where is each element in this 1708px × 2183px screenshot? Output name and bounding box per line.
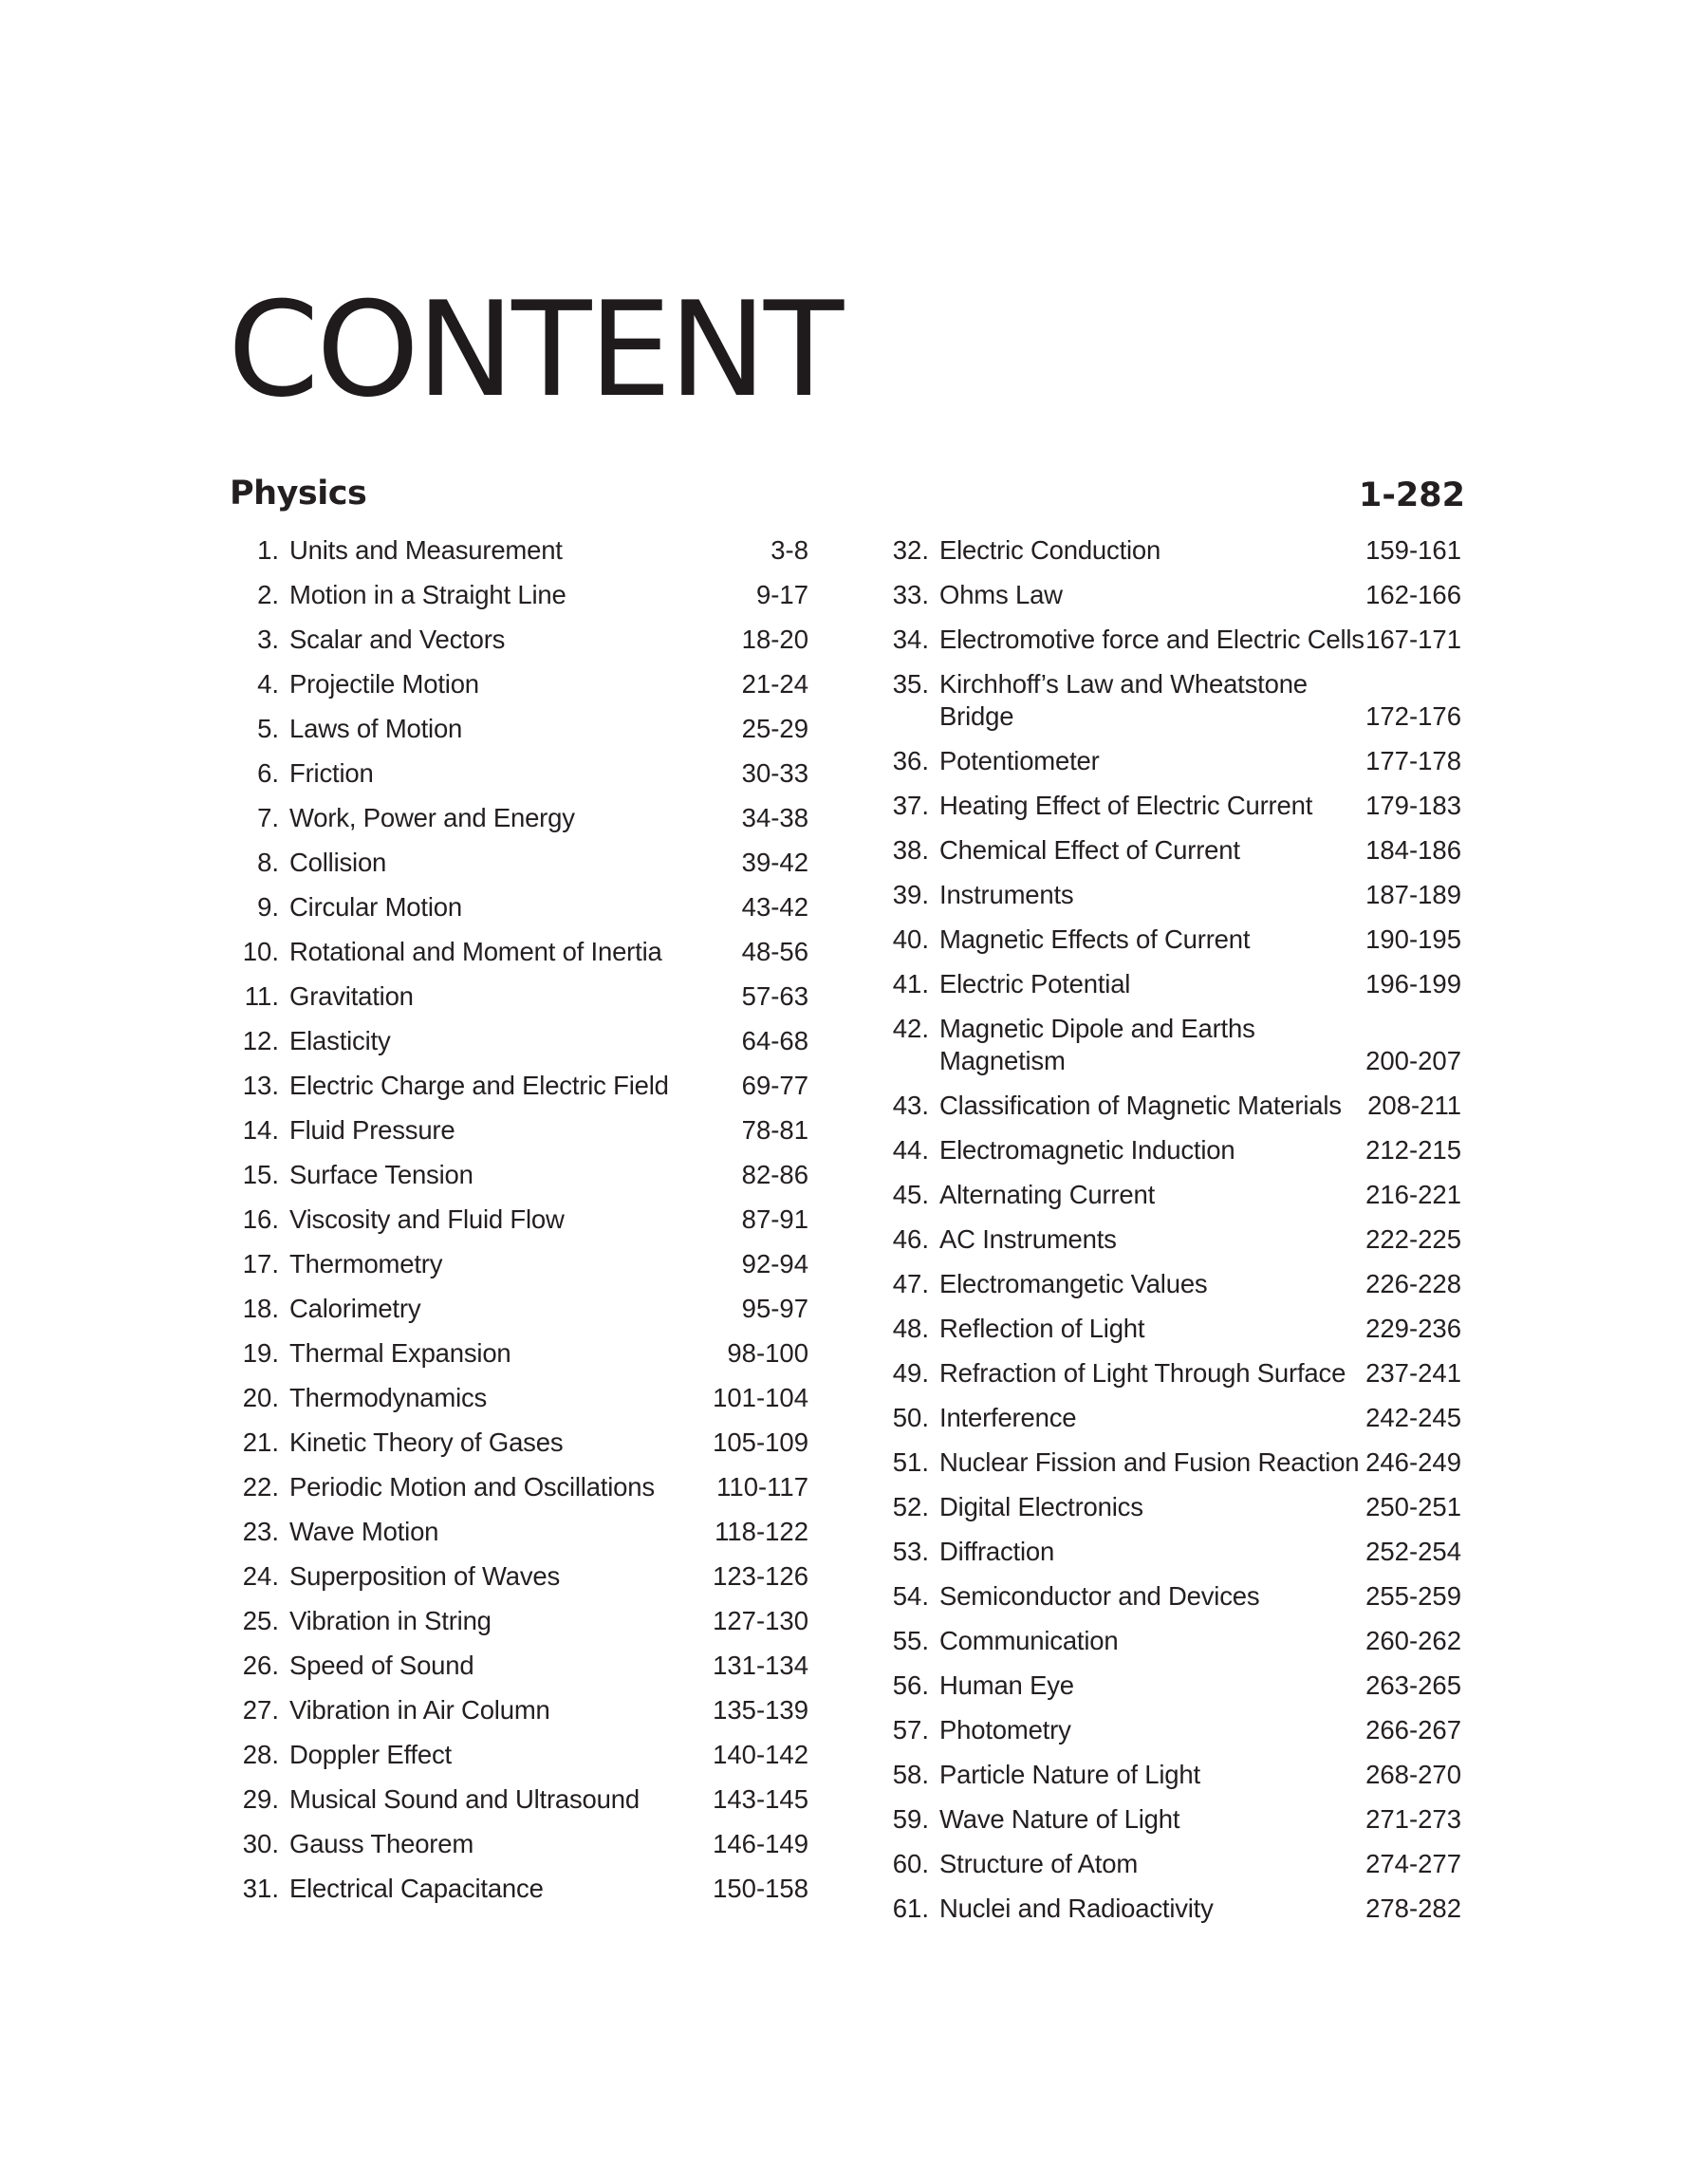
entry-pages: 187-189 — [1365, 880, 1461, 909]
entry-pages: 226-228 — [1365, 1269, 1461, 1298]
entry-number: 10. — [242, 937, 279, 966]
entry-number: 8. — [257, 848, 279, 877]
entry-pages: 278-282 — [1365, 1894, 1461, 1923]
toc-entry — [881, 879, 1461, 911]
toc-entry — [881, 1491, 1461, 1523]
toc-entry — [881, 1134, 1461, 1166]
entry-pages: 229-236 — [1365, 1314, 1461, 1343]
entry-pages: 266-267 — [1365, 1715, 1461, 1745]
entry-number: 45. — [892, 1180, 929, 1209]
entry-title: Heating Effect of Electric Current — [939, 791, 1313, 820]
toc-entry — [881, 1580, 1461, 1613]
entry-pages: 131-134 — [713, 1651, 808, 1680]
entry-pages: 190-195 — [1365, 924, 1461, 954]
toc-entry — [228, 980, 808, 1013]
entry-number: 14. — [242, 1115, 279, 1145]
toc-entry — [228, 1783, 808, 1816]
toc-entry — [228, 1471, 808, 1503]
entry-title: Superposition of Waves — [289, 1561, 561, 1591]
toc-entry — [228, 802, 808, 834]
toc-entry — [228, 1159, 808, 1191]
toc-entry — [228, 1382, 808, 1414]
entry-title: Motion in a Straight Line — [289, 580, 566, 609]
toc-column-right — [881, 534, 1461, 1937]
entry-pages: 69-77 — [741, 1071, 808, 1100]
entry-title: Particle Nature of Light — [939, 1760, 1200, 1789]
toc-entry — [881, 1179, 1461, 1211]
toc-entry — [881, 1670, 1461, 1702]
entry-title: Periodic Motion and Oscillations — [289, 1472, 655, 1502]
entry-number: 43. — [892, 1091, 929, 1120]
entry-number: 13. — [242, 1071, 279, 1100]
entry-pages: 3-8 — [770, 535, 808, 565]
entry-number: 54. — [892, 1581, 929, 1611]
entry-title: Nuclear Fission and Fusion Reaction — [939, 1447, 1360, 1477]
entry-title: Calorimetry — [289, 1294, 421, 1323]
entry-title: Thermodynamics — [289, 1383, 488, 1412]
toc-entry — [881, 1536, 1461, 1568]
entry-title: Projectile Motion — [289, 669, 479, 699]
toc-entry — [881, 968, 1461, 1000]
entry-pages: 101-104 — [713, 1383, 808, 1412]
section-page-range: 1-282 — [1359, 476, 1465, 514]
entry-title: Photometry — [939, 1715, 1071, 1745]
entry-pages: 21-24 — [741, 669, 808, 699]
entry-title: AC Instruments — [939, 1224, 1117, 1254]
entry-title: Work, Power and Energy — [289, 803, 575, 832]
toc-entry — [228, 1293, 808, 1325]
entry-title: Electric Conduction — [939, 535, 1161, 565]
entry-number: 36. — [892, 746, 929, 775]
entry-title: Laws of Motion — [289, 714, 463, 743]
entry-number: 2. — [257, 580, 279, 609]
entry-number: 1. — [257, 535, 279, 565]
entry-pages: 48-56 — [741, 937, 808, 966]
toc-entry — [228, 1025, 808, 1057]
entry-number: 55. — [892, 1626, 929, 1655]
toc-entry — [881, 834, 1461, 867]
toc-entry — [881, 1090, 1461, 1122]
entry-title: Wave Nature of Light — [939, 1804, 1180, 1834]
entry-number: 51. — [892, 1447, 929, 1477]
entry-pages: 271-273 — [1365, 1804, 1461, 1834]
entry-title: Refraction of Light Through Surface — [939, 1358, 1346, 1388]
entry-title: Musical Sound and Ultrasound — [289, 1784, 640, 1814]
toc-entry — [228, 713, 808, 745]
toc-entry — [881, 1268, 1461, 1300]
entry-number: 32. — [892, 535, 929, 565]
entry-title: Vibration in String — [289, 1606, 492, 1635]
toc-entry — [228, 891, 808, 924]
entry-number: 21. — [242, 1427, 279, 1457]
entry-pages: 146-149 — [713, 1829, 808, 1858]
toc-entry — [228, 1203, 808, 1236]
entry-pages: 260-262 — [1365, 1626, 1461, 1655]
entry-pages: 274-277 — [1365, 1849, 1461, 1878]
toc-entry — [228, 1070, 808, 1102]
entry-pages: 150-158 — [713, 1874, 808, 1903]
entry-number: 50. — [892, 1403, 929, 1432]
entry-title: Ohms Law — [939, 580, 1063, 609]
entry-number: 56. — [892, 1670, 929, 1700]
entry-pages: 255-259 — [1365, 1581, 1461, 1611]
toc-entry — [228, 668, 808, 700]
toc-entry — [881, 624, 1461, 656]
toc-entry — [228, 624, 808, 656]
entry-number: 23. — [242, 1517, 279, 1546]
entry-title: Viscosity and Fluid Flow — [289, 1204, 565, 1234]
toc-entry — [228, 1248, 808, 1280]
entry-number: 18. — [242, 1294, 279, 1323]
toc-entry — [228, 1516, 808, 1548]
entry-number: 31. — [242, 1874, 279, 1903]
entry-pages: 268-270 — [1365, 1760, 1461, 1789]
entry-number: 24. — [242, 1561, 279, 1591]
entry-title: Kirchhoff’s Law and Wheatstone Bridge — [939, 669, 1308, 731]
entry-title: Doppler Effect — [289, 1740, 452, 1769]
entry-pages: 118-122 — [715, 1517, 808, 1546]
entry-number: 6. — [257, 758, 279, 788]
toc-entry — [228, 1828, 808, 1860]
entry-number: 39. — [892, 880, 929, 909]
entry-pages: 105-109 — [713, 1427, 808, 1457]
entry-pages: 123-126 — [713, 1561, 808, 1591]
toc-entry — [228, 1873, 808, 1905]
entry-title: Alternating Current — [939, 1180, 1156, 1209]
entry-pages: 140-142 — [713, 1740, 808, 1769]
toc-entry — [881, 1625, 1461, 1657]
toc-entry — [881, 790, 1461, 822]
toc-entry — [881, 1803, 1461, 1836]
toc-entry — [228, 757, 808, 790]
entry-number: 61. — [892, 1894, 929, 1923]
toc-entry — [881, 1893, 1461, 1925]
entry-title: Classification of Magnetic Materials — [939, 1091, 1342, 1120]
entry-number: 15. — [242, 1160, 279, 1189]
toc-entry — [881, 1848, 1461, 1880]
entry-title: Electric Potential — [939, 969, 1131, 998]
entry-pages: 252-254 — [1365, 1537, 1461, 1566]
entry-number: 30. — [242, 1829, 279, 1858]
toc-entry — [228, 847, 808, 879]
entry-title: Electrical Capacitance — [289, 1874, 544, 1903]
entry-pages: 110-117 — [716, 1472, 808, 1502]
entry-pages: 216-221 — [1365, 1180, 1461, 1209]
entry-pages: 246-249 — [1365, 1447, 1461, 1477]
entry-title: Gravitation — [289, 981, 414, 1011]
entry-number: 25. — [242, 1606, 279, 1635]
entry-number: 16. — [242, 1204, 279, 1234]
entry-number: 60. — [892, 1849, 929, 1878]
entry-pages: 34-38 — [741, 803, 808, 832]
entry-title: Electric Charge and Electric Field — [289, 1071, 669, 1100]
entry-number: 52. — [892, 1492, 929, 1521]
entry-number: 34. — [892, 625, 929, 654]
entry-title: Thermometry — [289, 1249, 443, 1278]
toc-column-left — [228, 534, 808, 1917]
entry-number: 58. — [892, 1760, 929, 1789]
entry-title: Electromangetic Values — [939, 1269, 1208, 1298]
entry-title: Potentiometer — [939, 746, 1100, 775]
entry-number: 4. — [257, 669, 279, 699]
entry-number: 26. — [242, 1651, 279, 1680]
entry-title: Reflection of Light — [939, 1314, 1145, 1343]
entry-title: Magnetic Effects of Current — [939, 924, 1251, 954]
entry-number: 33. — [892, 580, 929, 609]
entry-pages: 18-20 — [741, 625, 808, 654]
entry-pages: 135-139 — [713, 1695, 808, 1725]
entry-pages: 87-91 — [741, 1204, 808, 1234]
entry-number: 57. — [892, 1715, 929, 1745]
entry-title: Diffraction — [939, 1537, 1055, 1566]
toc-entry — [881, 1357, 1461, 1390]
entry-number: 17. — [242, 1249, 279, 1278]
entry-title: Friction — [289, 758, 374, 788]
entry-pages: 95-97 — [741, 1294, 808, 1323]
entry-title: Semiconductor and Devices — [939, 1581, 1260, 1611]
entry-number: 49. — [892, 1358, 929, 1388]
entry-number: 59. — [892, 1804, 929, 1834]
entry-pages: 25-29 — [741, 714, 808, 743]
toc-entry — [228, 1739, 808, 1771]
toc-entry — [881, 924, 1461, 956]
entry-title: Instruments — [939, 880, 1074, 909]
toc-entry — [228, 1114, 808, 1147]
entry-title: Vibration in Air Column — [289, 1695, 550, 1725]
entry-title: Wave Motion — [289, 1517, 439, 1546]
entry-pages: 78-81 — [741, 1115, 808, 1145]
entry-title: Nuclei and Radioactivity — [939, 1894, 1214, 1923]
toc-entry — [881, 1313, 1461, 1345]
entry-pages: 57-63 — [741, 981, 808, 1011]
toc-entry — [881, 1223, 1461, 1256]
entry-title: Units and Measurement — [289, 535, 563, 565]
entry-number: 22. — [242, 1472, 279, 1502]
entry-pages: 177-178 — [1365, 746, 1461, 775]
entry-title: Rotational and Moment of Inertia — [289, 937, 662, 966]
entry-title: Kinetic Theory of Gases — [289, 1427, 564, 1457]
entry-pages: 172-176 — [1365, 701, 1461, 731]
entry-number: 3. — [257, 625, 279, 654]
toc-entry — [881, 534, 1461, 567]
entry-number: 20. — [242, 1383, 279, 1412]
entry-title: Thermal Expansion — [289, 1338, 511, 1368]
entry-title: Collision — [289, 848, 387, 877]
entry-number: 12. — [242, 1026, 279, 1055]
entry-title: Circular Motion — [289, 892, 462, 922]
entry-number: 35. — [892, 669, 929, 699]
entry-number: 40. — [892, 924, 929, 954]
entry-pages: 263-265 — [1365, 1670, 1461, 1700]
entry-title: Electromagnetic Induction — [939, 1135, 1235, 1165]
entry-pages: 127-130 — [713, 1606, 808, 1635]
entry-number: 37. — [892, 791, 929, 820]
entry-number: 44. — [892, 1135, 929, 1165]
entry-title: Human Eye — [939, 1670, 1074, 1700]
entry-pages: 162-166 — [1365, 580, 1461, 609]
entry-pages: 237-241 — [1365, 1358, 1461, 1388]
entry-title: Interference — [939, 1403, 1077, 1432]
entry-pages: 43-42 — [741, 892, 808, 922]
entry-pages: 184-186 — [1365, 835, 1461, 865]
entry-pages: 159-161 — [1365, 535, 1461, 565]
toc-entry — [881, 745, 1461, 777]
toc-entry — [228, 1560, 808, 1593]
entry-pages: 39-42 — [741, 848, 808, 877]
entry-title: Fluid Pressure — [289, 1115, 455, 1145]
toc-entry — [228, 1427, 808, 1459]
entry-pages: 179-183 — [1365, 791, 1461, 820]
entry-number: 29. — [242, 1784, 279, 1814]
entry-title: Gauss Theorem — [289, 1829, 474, 1858]
entry-pages: 9-17 — [755, 580, 808, 609]
entry-number: 27. — [242, 1695, 279, 1725]
entry-pages: 98-100 — [727, 1338, 808, 1368]
toc-entry — [228, 1694, 808, 1726]
toc-entry — [228, 1650, 808, 1682]
entry-pages: 167-171 — [1365, 625, 1461, 654]
entry-pages: 30-33 — [741, 758, 808, 788]
entry-title: Magnetic Dipole and Earths Magnetism — [939, 1014, 1255, 1075]
entry-title: Digital Electronics — [939, 1492, 1143, 1521]
entry-number: 38. — [892, 835, 929, 865]
toc-entry — [881, 1013, 1461, 1077]
section-heading: Physics — [230, 475, 367, 513]
toc-entry — [228, 534, 808, 567]
entry-number: 47. — [892, 1269, 929, 1298]
toc-entry — [228, 936, 808, 968]
entry-pages: 64-68 — [741, 1026, 808, 1055]
entry-number: 48. — [892, 1314, 929, 1343]
entry-number: 5. — [257, 714, 279, 743]
entry-pages: 212-215 — [1365, 1135, 1461, 1165]
entry-pages: 250-251 — [1365, 1492, 1461, 1521]
entry-number: 41. — [892, 969, 929, 998]
entry-number: 19. — [242, 1338, 279, 1368]
toc-entry — [228, 579, 808, 611]
entry-pages: 92-94 — [741, 1249, 808, 1278]
toc-entry — [881, 1714, 1461, 1746]
toc-entry — [881, 1759, 1461, 1791]
entry-title: Surface Tension — [289, 1160, 473, 1189]
entry-pages: 242-245 — [1365, 1403, 1461, 1432]
toc-entry — [881, 1446, 1461, 1479]
entry-pages: 196-199 — [1365, 969, 1461, 998]
entry-title: Scalar and Vectors — [289, 625, 506, 654]
entry-title: Electromotive force and Electric Cells — [939, 625, 1365, 654]
page-title: CONTENT — [228, 273, 842, 426]
entry-pages: 82-86 — [741, 1160, 808, 1189]
toc-entry — [228, 1337, 808, 1370]
entry-number: 53. — [892, 1537, 929, 1566]
entry-title: Elasticity — [289, 1026, 391, 1055]
toc-entry — [881, 1402, 1461, 1434]
toc-entry — [228, 1605, 808, 1637]
entry-pages: 200-207 — [1365, 1046, 1461, 1075]
entry-number: 9. — [257, 892, 279, 922]
entry-number: 7. — [257, 803, 279, 832]
toc-entry — [881, 668, 1461, 733]
toc-entry — [881, 579, 1461, 611]
entry-number: 46. — [892, 1224, 929, 1254]
entry-title: Chemical Effect of Current — [939, 835, 1240, 865]
entry-pages: 222-225 — [1365, 1224, 1461, 1254]
entry-title: Structure of Atom — [939, 1849, 1139, 1878]
entry-number: 42. — [892, 1014, 929, 1043]
entry-pages: 208-211 — [1367, 1091, 1461, 1120]
entry-title: Communication — [939, 1626, 1119, 1655]
entry-number: 28. — [242, 1740, 279, 1769]
entry-pages: 143-145 — [713, 1784, 808, 1814]
entry-title: Speed of Sound — [289, 1651, 474, 1680]
entry-number: 11. — [244, 981, 279, 1011]
